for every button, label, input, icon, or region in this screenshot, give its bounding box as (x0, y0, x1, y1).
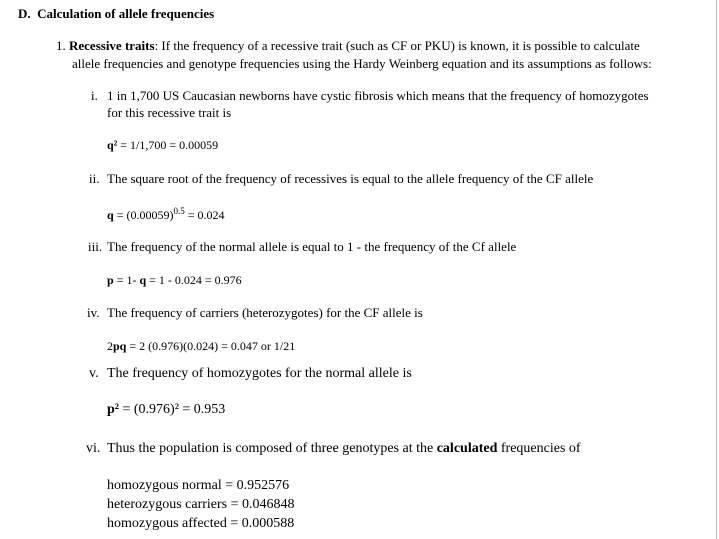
equation-variable: pq (113, 339, 127, 353)
equation-variable: q (107, 208, 114, 222)
step-i-numeral: i. (91, 88, 98, 103)
section-heading (18, 7, 214, 20)
equation-value: = 0.024 (184, 208, 225, 222)
result-homozygous-normal: homozygous normal = 0.952576 (107, 478, 290, 493)
step-vi-text-start: Thus the population is composed of three genotypes at the (107, 441, 437, 456)
step-v-equation (107, 403, 225, 417)
item-1-line-1 (56, 39, 640, 52)
equation-variable: p (107, 273, 114, 287)
step-ii-equation (107, 207, 224, 221)
step-vi-text (107, 442, 581, 456)
step-vi-numeral: vi. (86, 441, 101, 456)
step-i-equation (107, 139, 218, 151)
step-iv-numeral: iv. (87, 305, 100, 320)
step-vi-text-end: frequencies of (497, 441, 581, 456)
result-homozygous-affected: homozygous affected = 0.000588 (107, 516, 295, 531)
step-ii-numeral: ii. (89, 171, 100, 186)
equation-value: = (0.976)² = 0.953 (118, 402, 226, 417)
equation-variable: q (139, 273, 147, 287)
step-iv-equation (107, 340, 295, 352)
step-iii-text: The frequency of the normal allele is equal to 1 - the frequency of the Cf allele (107, 239, 517, 254)
step-v-text: The frequency of homozygotes for the normal allele is (107, 366, 412, 381)
step-iii-numeral: iii. (88, 239, 103, 254)
step-i-line-1: 1 in 1,700 US Caucasian newborns have cystic fibrosis which means that the frequency of homozygotes (107, 88, 649, 103)
item-1-term: Recessive traits (69, 38, 155, 53)
equation-operator: = 1- (113, 273, 140, 287)
item-1-line-2: allele frequencies and genotype frequencies using the Hardy Weinberg equation and its assumptions as follows: (72, 56, 652, 71)
item-1-number: 1. (56, 38, 66, 53)
equation-value: = 1/1,700 = 0.00059 (117, 138, 219, 152)
equation-exponent: 0.5 (173, 206, 185, 216)
step-iii-equation (107, 274, 242, 286)
equation-base: = (0.00059) (113, 208, 174, 222)
section-label: D. (18, 6, 31, 21)
step-ii-text: The square root of the frequency of recessives is equal to the allele frequency of the CF allele (107, 171, 594, 186)
emphasis-calculated: calculated (436, 441, 498, 456)
equation-variable: p² (107, 402, 119, 417)
step-iv-text: The frequency of carriers (heterozygotes) for the CF allele is (107, 305, 423, 320)
page-border (716, 0, 717, 539)
equation-value: = 2 (0.976)(0.024) = 0.047 or 1/21 (126, 339, 296, 353)
result-heterozygous-carriers: heterozygous carriers = 0.046848 (107, 497, 295, 512)
item-1-text: : If the frequency of a recessive trait (such as CF or PKU) is known, it is possible to calculate (154, 38, 640, 53)
equation-coefficient: 2 (107, 339, 113, 353)
step-v-numeral: v. (89, 366, 99, 381)
equation-value: = 1 - 0.024 = 0.976 (146, 273, 242, 287)
equation-variable: q² (107, 138, 118, 152)
section-title: Calculation of allele frequencies (37, 6, 215, 21)
step-i-line-2: for this recessive trait is (107, 105, 232, 120)
